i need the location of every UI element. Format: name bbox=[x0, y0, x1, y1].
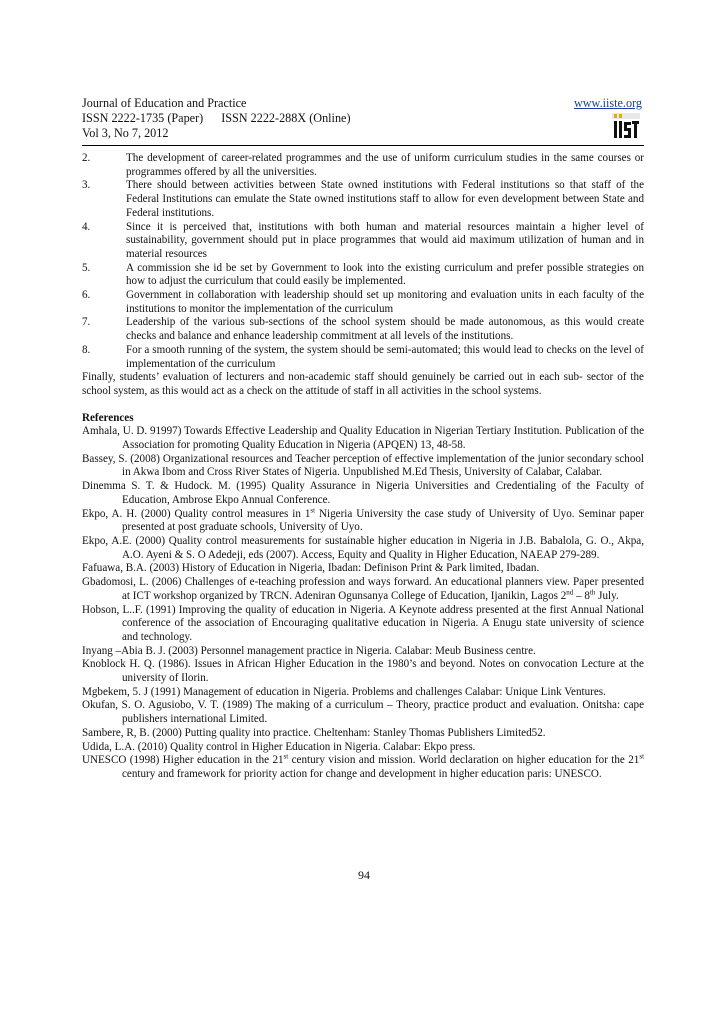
list-item-number: 6. bbox=[82, 289, 91, 302]
reference-text: Fafuawa, B.A. (2003) History of Education in Nigeria, Ibadan: Definison Print & Park limited, Ibadan. bbox=[82, 562, 540, 575]
reference-entry bbox=[82, 505, 644, 535]
iiste-logo-icon bbox=[612, 113, 640, 139]
website-link[interactable]: www.iiste.org bbox=[573, 96, 642, 110]
reference-text: Udida, L.A. (2010) Quality control in Higher Education in Nigeria. Calabar: Ekpo press. bbox=[82, 740, 476, 753]
reference-text: Inyang –Abia B. J. (2003) Personnel management practice in Nigeria. Calabar: Meub Business centre. bbox=[82, 644, 536, 657]
list-item-text: A commission she id be set by Government to look into the existing curriculum and prefer possible strategies on how to adjust the curriculum that could easily be implemented. bbox=[126, 261, 644, 288]
reference-entry bbox=[82, 699, 644, 726]
list-item-text: There should between activities between State owned institutions with Federal institutions so that staff of the Federal Institutions can emulate the State owned institutions staff to allow for even development between State and Federal institutions. bbox=[126, 179, 644, 219]
list-item-number: 3. bbox=[82, 179, 91, 192]
page bbox=[82, 96, 644, 782]
reference-entry bbox=[82, 535, 644, 562]
list-item-number: 4. bbox=[82, 220, 91, 233]
reference-entry bbox=[82, 754, 644, 781]
list-item-number: 5. bbox=[82, 261, 91, 274]
list-item bbox=[82, 179, 644, 220]
reference-superscript: th bbox=[589, 588, 596, 597]
reference-entry bbox=[82, 686, 644, 700]
running-header bbox=[82, 96, 644, 141]
reference-text: Okufan, S. O. Agusiobo, V. T. (1989) The making of a curriculum – Theory, practice product and evaluation. Onitsha: cape publishers international Limited. bbox=[82, 699, 644, 726]
reference-text: Mgbekem, 5. J (1991) Management of education in Nigeria. Problems and challenges Calabar: Unique Link Ventures. bbox=[82, 685, 606, 698]
list-item bbox=[82, 344, 644, 371]
reference-text: – 8 bbox=[573, 589, 590, 602]
reference-entry bbox=[82, 645, 644, 659]
reference-text: July. bbox=[595, 589, 619, 602]
reference-text: Dinemma S. T. & Hudock. M. (1995) Quality Assurance in Nigeria Universities and Credentialing of the Faculty of Education, Ambrose Ekpo Annual Conference. bbox=[82, 480, 644, 506]
reference-entry bbox=[82, 741, 644, 755]
list-item-text: The development of career-related programmes and the use of uniform curriculum studies in the same courses or programmes offered by all the universities. bbox=[126, 152, 644, 178]
reference-text: century and framework for priority action for change and development in higher education paris: UNESCO. bbox=[122, 767, 602, 780]
recommendation-list bbox=[82, 152, 644, 371]
list-item-text: Government in collaboration with leadership should set up monitoring and evaluation units in each faculty of the institutions to monitor the implementation of the curriculum bbox=[126, 289, 644, 315]
list-item-number: 7. bbox=[82, 316, 91, 329]
list-item-text: Since it is perceived that, institutions with both human and material resources maintain a higher level of sustainability, government should put in place programmes that would aid maximum utilization of human and in material resources bbox=[126, 220, 644, 260]
header-divider bbox=[82, 145, 644, 146]
reference-entry bbox=[82, 576, 644, 603]
reference-superscript: st bbox=[639, 752, 645, 761]
reference-entry bbox=[82, 727, 644, 741]
reference-text: UNESCO (1998) Higher education in the 21 bbox=[82, 754, 284, 767]
journal-title: Journal of Education and Practice bbox=[82, 96, 247, 110]
reference-entry bbox=[82, 562, 644, 576]
page-number: 94 bbox=[358, 868, 370, 882]
list-item bbox=[82, 152, 644, 179]
list-item bbox=[82, 262, 644, 289]
reference-text: century vision and mission. World declaration on higher education for the 21 bbox=[288, 754, 640, 767]
issn-online: ISSN 2222-288X (Online) bbox=[221, 111, 351, 125]
reference-superscript: st bbox=[310, 505, 316, 514]
reference-text: Amhala, U. D. 91997) Towards Effective Leadership and Quality Education in Nigerian Tertiary Institution. Publication of the Association for promoting Quality Education in Nigeria (APQEN) 13, 48-58. bbox=[82, 425, 644, 452]
reference-list bbox=[82, 425, 644, 781]
reference-text: Knoblock H. Q. (1986). Issues in African Higher Education in the 1980’s and beyond. Notes on convocation Lecture at the university of Ilorin. bbox=[82, 658, 644, 685]
list-item-number: 2. bbox=[82, 152, 91, 164]
reference-entry bbox=[82, 453, 644, 480]
closing-paragraph: Finally, students’ evaluation of lecturers and non-academic staff should genuinely be carried out in each sub- sector of the school system, as this would act as a check on the attitude of staff in all activities in the school systems. bbox=[82, 371, 644, 397]
reference-text: Nigeria University the case study of University of Uyo. Seminar paper presented at post graduate schools, University of Uyo. bbox=[122, 507, 644, 534]
list-item-text: Leadership of the various sub-sections of the school system should be made autonomous, as this would create checks and balance and enhance leadership commitment at all levels of the institutions. bbox=[126, 316, 644, 343]
reference-text: Hobson, L..F. (1991) Improving the quality of education in Nigeria. A Keynote address presented at the first Annual National conference of the association of Encouraging qualitative education in Nigeria. A Enugu state university of science and technology. bbox=[82, 603, 644, 643]
list-item bbox=[82, 316, 644, 343]
issn-paper: ISSN 2222-1735 (Paper) bbox=[82, 111, 204, 125]
list-item bbox=[82, 289, 644, 316]
reference-text: Gbadomosi, L. (2006) Challenges of e-teaching profession and ways forward. An educational planners view. Paper presented at ICT workshop organized by TRCN. Adeniran Ogunsanya College of Education, Ijanikin, Lagos 2 bbox=[82, 576, 644, 602]
reference-superscript: st bbox=[283, 752, 289, 761]
reference-text: Ekpo, A.E. (2000) Quality control measurements for sustainable higher education in Nigeria in J.B. Babalola, G. O., Akpa, A.O. Ayeni & S. O Adedeji, eds (2007). Access, Equity and Quality in Higher Education, NAEAP 279-289. bbox=[82, 534, 644, 561]
reference-entry bbox=[82, 425, 644, 452]
list-item-text: For a smooth running of the system, the system should be semi-automated; this would lead to checks on the level of implementation of the curriculum bbox=[126, 343, 644, 370]
reference-entry bbox=[82, 604, 644, 645]
list-item-number: 8. bbox=[82, 343, 91, 356]
reference-entry bbox=[82, 480, 644, 507]
article-body bbox=[82, 152, 644, 782]
reference-entry bbox=[82, 658, 644, 685]
references-heading: References bbox=[82, 411, 134, 424]
reference-superscript: nd bbox=[566, 588, 574, 597]
volume-info: Vol 3, No 7, 2012 bbox=[82, 126, 169, 140]
reference-text: Sambere, R, B. (2000) Putting quality into practice. Cheltenham: Stanley Thomas Publishers Limited52. bbox=[82, 726, 546, 739]
reference-text: Bassey, S. (2008) Organizational resources and Teacher perception of effective implementation of the junior secondary school in Akwa Ibom and Cross River States of Nigeria. Unpublished M.Ed Thesis, University of Calabar, Calabar. bbox=[82, 452, 644, 479]
list-item bbox=[82, 221, 644, 262]
reference-text: Ekpo, A. H. (2000) Quality control measures in 1 bbox=[82, 507, 311, 520]
issn-line bbox=[82, 111, 644, 126]
